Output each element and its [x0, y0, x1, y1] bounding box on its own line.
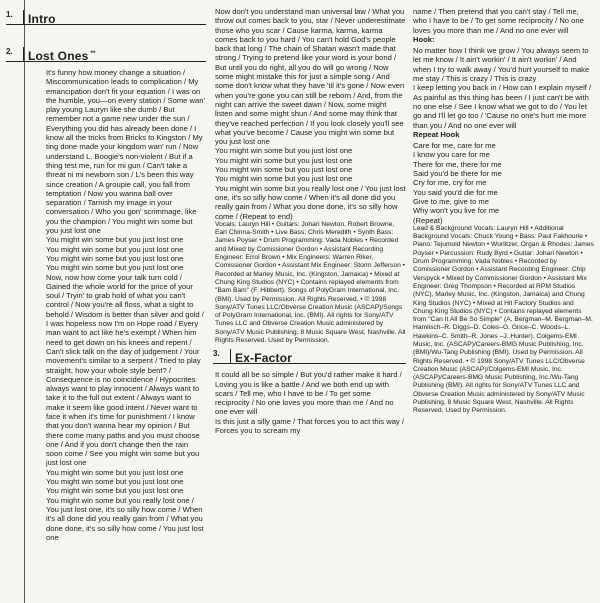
track-number: 3.	[213, 349, 231, 363]
lyric-verse: name / Then pretend that you can't stay / Tell me, who I have to be / To get some reciprocity / No one loves you more than me / And no one ever will	[413, 7, 584, 35]
lyric-bridge: There for me, there for me Said you'd be there for me	[413, 159, 502, 179]
track-title-suffix: **	[90, 50, 96, 57]
lyric-chorus: You might win some but you just lost one You might win some but you just lost one You might win some but you just lost one You might win some but you just lost one	[46, 235, 184, 273]
column-3	[413, 7, 594, 416]
lyric-verse: It's funny how money change a situation / Miscommunication leads to complication / My emancipation don't fit your equation / I was on the humble, you—on every station / Some wan' play young Lauryn like she dumb / But remember not a game new under the sun / Everything you did has already been done / I know all the tricks from Bricks to Kingston / My ting done made your kingdom wan' run / Now understand L. Boogie's non-violent / But if a thing test me, run for mi gun / Can't take a threat ni mi newborn son / L's been this way since creation / A groupie call, you fall from temptation / Now you wanna ball over separation / Tarnish my image in your conversation / Who you gon' scrimmage, like you the champion / You might win some but you just lost one	[46, 68, 205, 236]
lyric-hook: No matter how I think we grow / You always seem to let me know / It ain't workin' / It ain't workin' / And when I try to walk away / You'd hurt yourself to make me stay / This is crazy / This is crazy	[413, 46, 590, 84]
track-header-intro	[6, 6, 206, 25]
lyric-verse: It could all be so simple / But you'd rather make it hard / Loving you is like a battle / And we both end up with scars / Tell me, who I have to be / To get some reciprocity / No one loves you more than me / And no one ever will	[215, 370, 402, 417]
lyric-outro: You might win some but you really lost one / You just lost one, it's so silly how come / When it's all done did you really gain from / What you done done, it's so silly how come / You just lost one	[46, 495, 204, 542]
lyric-verse: I keep letting you back in / How can I explain myself / As painful as this thing has been / I just can't be with no one else / See I know what we got to do / You let go and I'll let go too / 'Cause no one's hurt me more than you / And no one ever will	[413, 83, 592, 130]
lyric-chorus: You might win some but you just lost one You might win some but you just lost one You might win some but you just lost one	[46, 467, 184, 496]
track-number: 2.	[6, 47, 24, 61]
lyrics-body	[6, 68, 206, 542]
lyric-verse: Is this just a silly game / That forces you to act this way / Forces you to scream my	[215, 416, 404, 436]
track-header-lost-ones	[6, 43, 206, 62]
lyric-bridge: Give to me, give to me Why won't you live for me (Repeat)	[413, 196, 500, 225]
lyric-outro: You might win some but you really lost one / You just lost one, it's so silly how come / When it's all done did you really gain from / What you done done, it's so silly how come / (Repeat to end)	[215, 183, 406, 221]
track-title	[24, 50, 96, 61]
lyric-verse: Now, now how come your talk turn cold / Gained the whole world for the price of your soul / Tryin' to grab hold of what you can't control / Now you're all floss, what a sight to behold / Wisdom is better than silver and gold / I was hopeless now I'm on Hope road / Every man want to act like he's exempt / When him need to get down on his knees and repent / Can't slick talk on the day of judgement / Your movement's similar to a serpent / Tried to play straight, how your whole style bent? / Consequence is no coincidence / Hypocrites always want to play innocent / Always want to take it to the full out extent / Always want to make it seem like good intent / Never want to face it when it's time for punishment / I know that you don't wanna hear my opinion / But there come many paths and you must choose one / And if you don't change then the rain soon come / See you might win some but you just lost one	[46, 272, 204, 468]
track-header-ex-factor	[213, 345, 406, 364]
song-credits: Lead & Background Vocals: Lauryn Hill • Additional Background Vocals: Chuck Young • Bass: Paul Fakhourie • Piano: Tejumold Newton • Wurlitzer, Organ & Rhodes: James Poyser • Percussion: Rudy Byrd • Guitar: Johari Newton • Drum Programming: Vada Nobles • Recorded by Comissioner Gordon • Assistant Recording Engineer: Chip Verspyck • Mixed by Commissioner Gordon • Assistant Mix Engineer: Greg Thompson • Recorded at RPM Studios (NYC), Marley Music, Inc. (Kingston, Jamaica) and Chung King Studios (NYC) • Mixed at Hit Factory Studios and Chung King Studios (NYC) • Contains replayed elements from "Can It All Be So Simple" (A. Bergman–M. Bergman–M. Hamlisch–R. Diggs–D. Coles–G. Grice–C. Woods–L. Hawkins–C. Smith–R. Jones –J. Hunter). Colgems-EMI Music, Inc. (ASCAP)/Careers-BMG Music Publishing, Inc. (BMI)/Wu-Tang Publishing (BMI). Used by Permission. All Rights Reserved. • © 1998 Sony/ATV Tunes LLC/Obverse Creation Music (ASCAP)/Colgems-EMI Music, Inc. (ASCAP)/Careers-BMG Music Publishing, Inc./Wu-Tang Publishing (BMI). All rights for Sony/ATV Tunes LLC and Obverse Creation Music administered by Sony/ATV Music Publishing, 8 Music Square West, Nashville. All Rights Reserved. Used by Permission.	[413, 224, 594, 415]
song-credits: Vocals: Lauryn Hill • Guitars: Johari Newton, Robert Browne, Earl Chinna-Smith • Live Bass: Chris Meredith • Synth Bass: James Poyser • Drum Programming: Vada Nobles • Recorded and Mixed by Comissioner Gordon • Assistant Recording Engineer: Errol Brown • Mix Engineers: Warren Riker, Comissioner Gordon • Assistant Mix Engineer: Storm Jefferson • Recorded at Marley Music, Inc. (Kingston, Jamaica) • Mixed at Chung King Studios (NYC) • Contains replayed elements from "Bam Bam" (F. Hibbert). Songs of PolyGram International, Inc. (BMI). Used by Permission. All Rights Reserved. • © 1998 Sony/ATV Tunes LLC/Obverse Creation Music (ASCAP)/Songs of PolyGram International, Inc. (BMI). All rights for Sony/ATV Tunes LLC and Obverse Creation Music administered by Sony/ATV Music Publishing, 8 Music Square West, Nashville. All Rights Reserved. Used by Permission.	[215, 220, 406, 344]
repeat-hook-label: Repeat Hook	[413, 129, 460, 139]
track-title: Intro	[28, 11, 56, 26]
lyric-bridge: Cry for me, cry for me You said you'd die for me	[413, 178, 498, 197]
track-title: Ex-Factor	[235, 350, 293, 365]
hook-label: Hook:	[413, 34, 435, 44]
track-title-text: Lost Ones	[28, 48, 89, 63]
lyric-verse: Now don't you understand man universal law / What you throw out comes back to you, star / Never underestimate those who you scar / Cause karma, karma, karma comes back to you hard / You can't hold God's people back that long / The chain of Shatan wasn't made that strong / Trying to pretend like your word is your bond / But until you do right, all you do will go wrong / Now some might mistake this for just a simple song / And some don't know what they have 'til it's gone / Now even when you're gone you can still be reborn / And, from the night can arrive the sweet dawn / Now, some might listen and some might shun / And some may think that they've reached perfection / If you look closely you'll see what you've become / Cause you might win some but you just lost one	[215, 7, 406, 147]
lyric-bridge: Care for me, care for me I know you care for me	[413, 141, 496, 160]
lyric-chorus: You might win some but you just lost one You might win some but you just lost one You might win some but you just lost one You might win some but you just lost one	[215, 146, 353, 184]
column-1	[6, 0, 206, 542]
column-2	[215, 7, 406, 435]
track-number: 1.	[6, 10, 24, 24]
